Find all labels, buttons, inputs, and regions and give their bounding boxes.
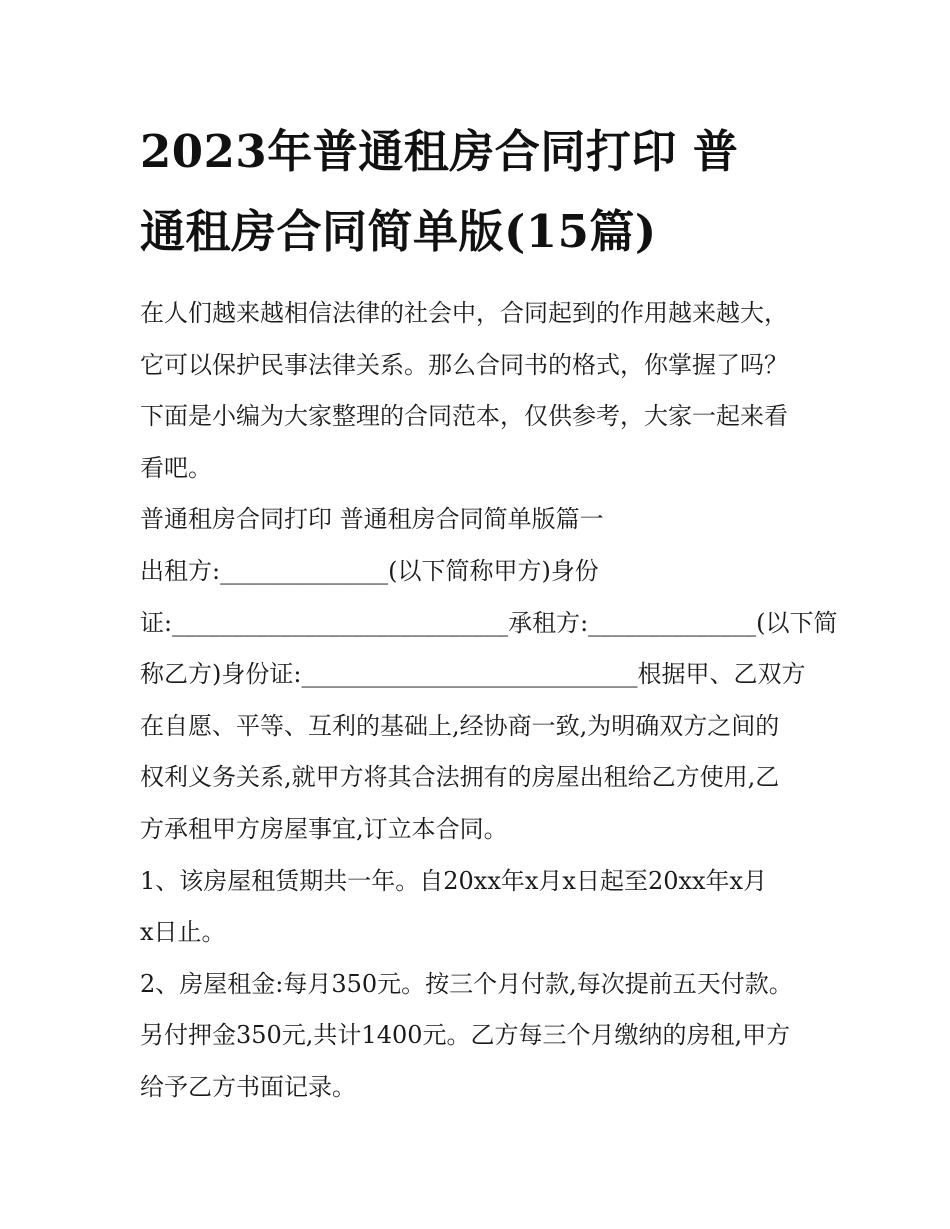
text-line: 证:____________________________承租方:______________(以下简 [140, 608, 838, 637]
text-line: 1、该房屋租赁期共一年。自20xx年x月x日起至20xx年x月 [140, 866, 768, 895]
text-line: 下面是小编为大家整理的合同范本，仅供参考，大家一起来看 [140, 402, 788, 431]
section-heading-text: 普通租房合同打印 普通租房合同简单版篇一 [140, 505, 604, 534]
text-line: 称乙方)身份证:____________________________根据甲、乙双方 [140, 660, 806, 689]
section-heading [140, 494, 812, 546]
text-line: 看吧。 [140, 453, 212, 482]
clause-2 [140, 959, 812, 1114]
text-line: 2、房屋租金:每月350元。按三个月付款,每次提前五天付款。 [140, 969, 793, 998]
document-title [140, 112, 812, 272]
title-line: 通租房合同简单版(15篇) [140, 205, 657, 258]
text-line: 权利义务关系,就甲方将其合法拥有的房屋出租给乙方使用,乙 [140, 763, 780, 792]
title-line: 2023年普通租房合同打印 普 [140, 125, 739, 178]
document-body [140, 112, 838, 1114]
text-line: 出租方:______________(以下简称甲方)身份 [140, 556, 599, 585]
text-line: 另付押金350元,共计1400元。乙方每三个月缴纳的房租,甲方 [140, 1021, 791, 1050]
text-line: 方承租甲方房屋事宜,订立本合同。 [140, 814, 508, 843]
text-line: 它可以保护民事法律关系。那么合同书的格式，你掌握了吗？ [140, 350, 788, 379]
intro-paragraph [140, 288, 812, 494]
text-line: 在人们越来越相信法律的社会中，合同起到的作用越来越大， [140, 299, 788, 327]
parties-paragraph [140, 546, 838, 856]
text-line: 在自愿、平等、互利的基础上,经协商一致,为明确双方之间的 [140, 711, 780, 740]
clause-1 [140, 856, 812, 959]
text-line: 给予乙方书面记录。 [140, 1072, 356, 1101]
text-line: x日止。 [140, 918, 226, 947]
